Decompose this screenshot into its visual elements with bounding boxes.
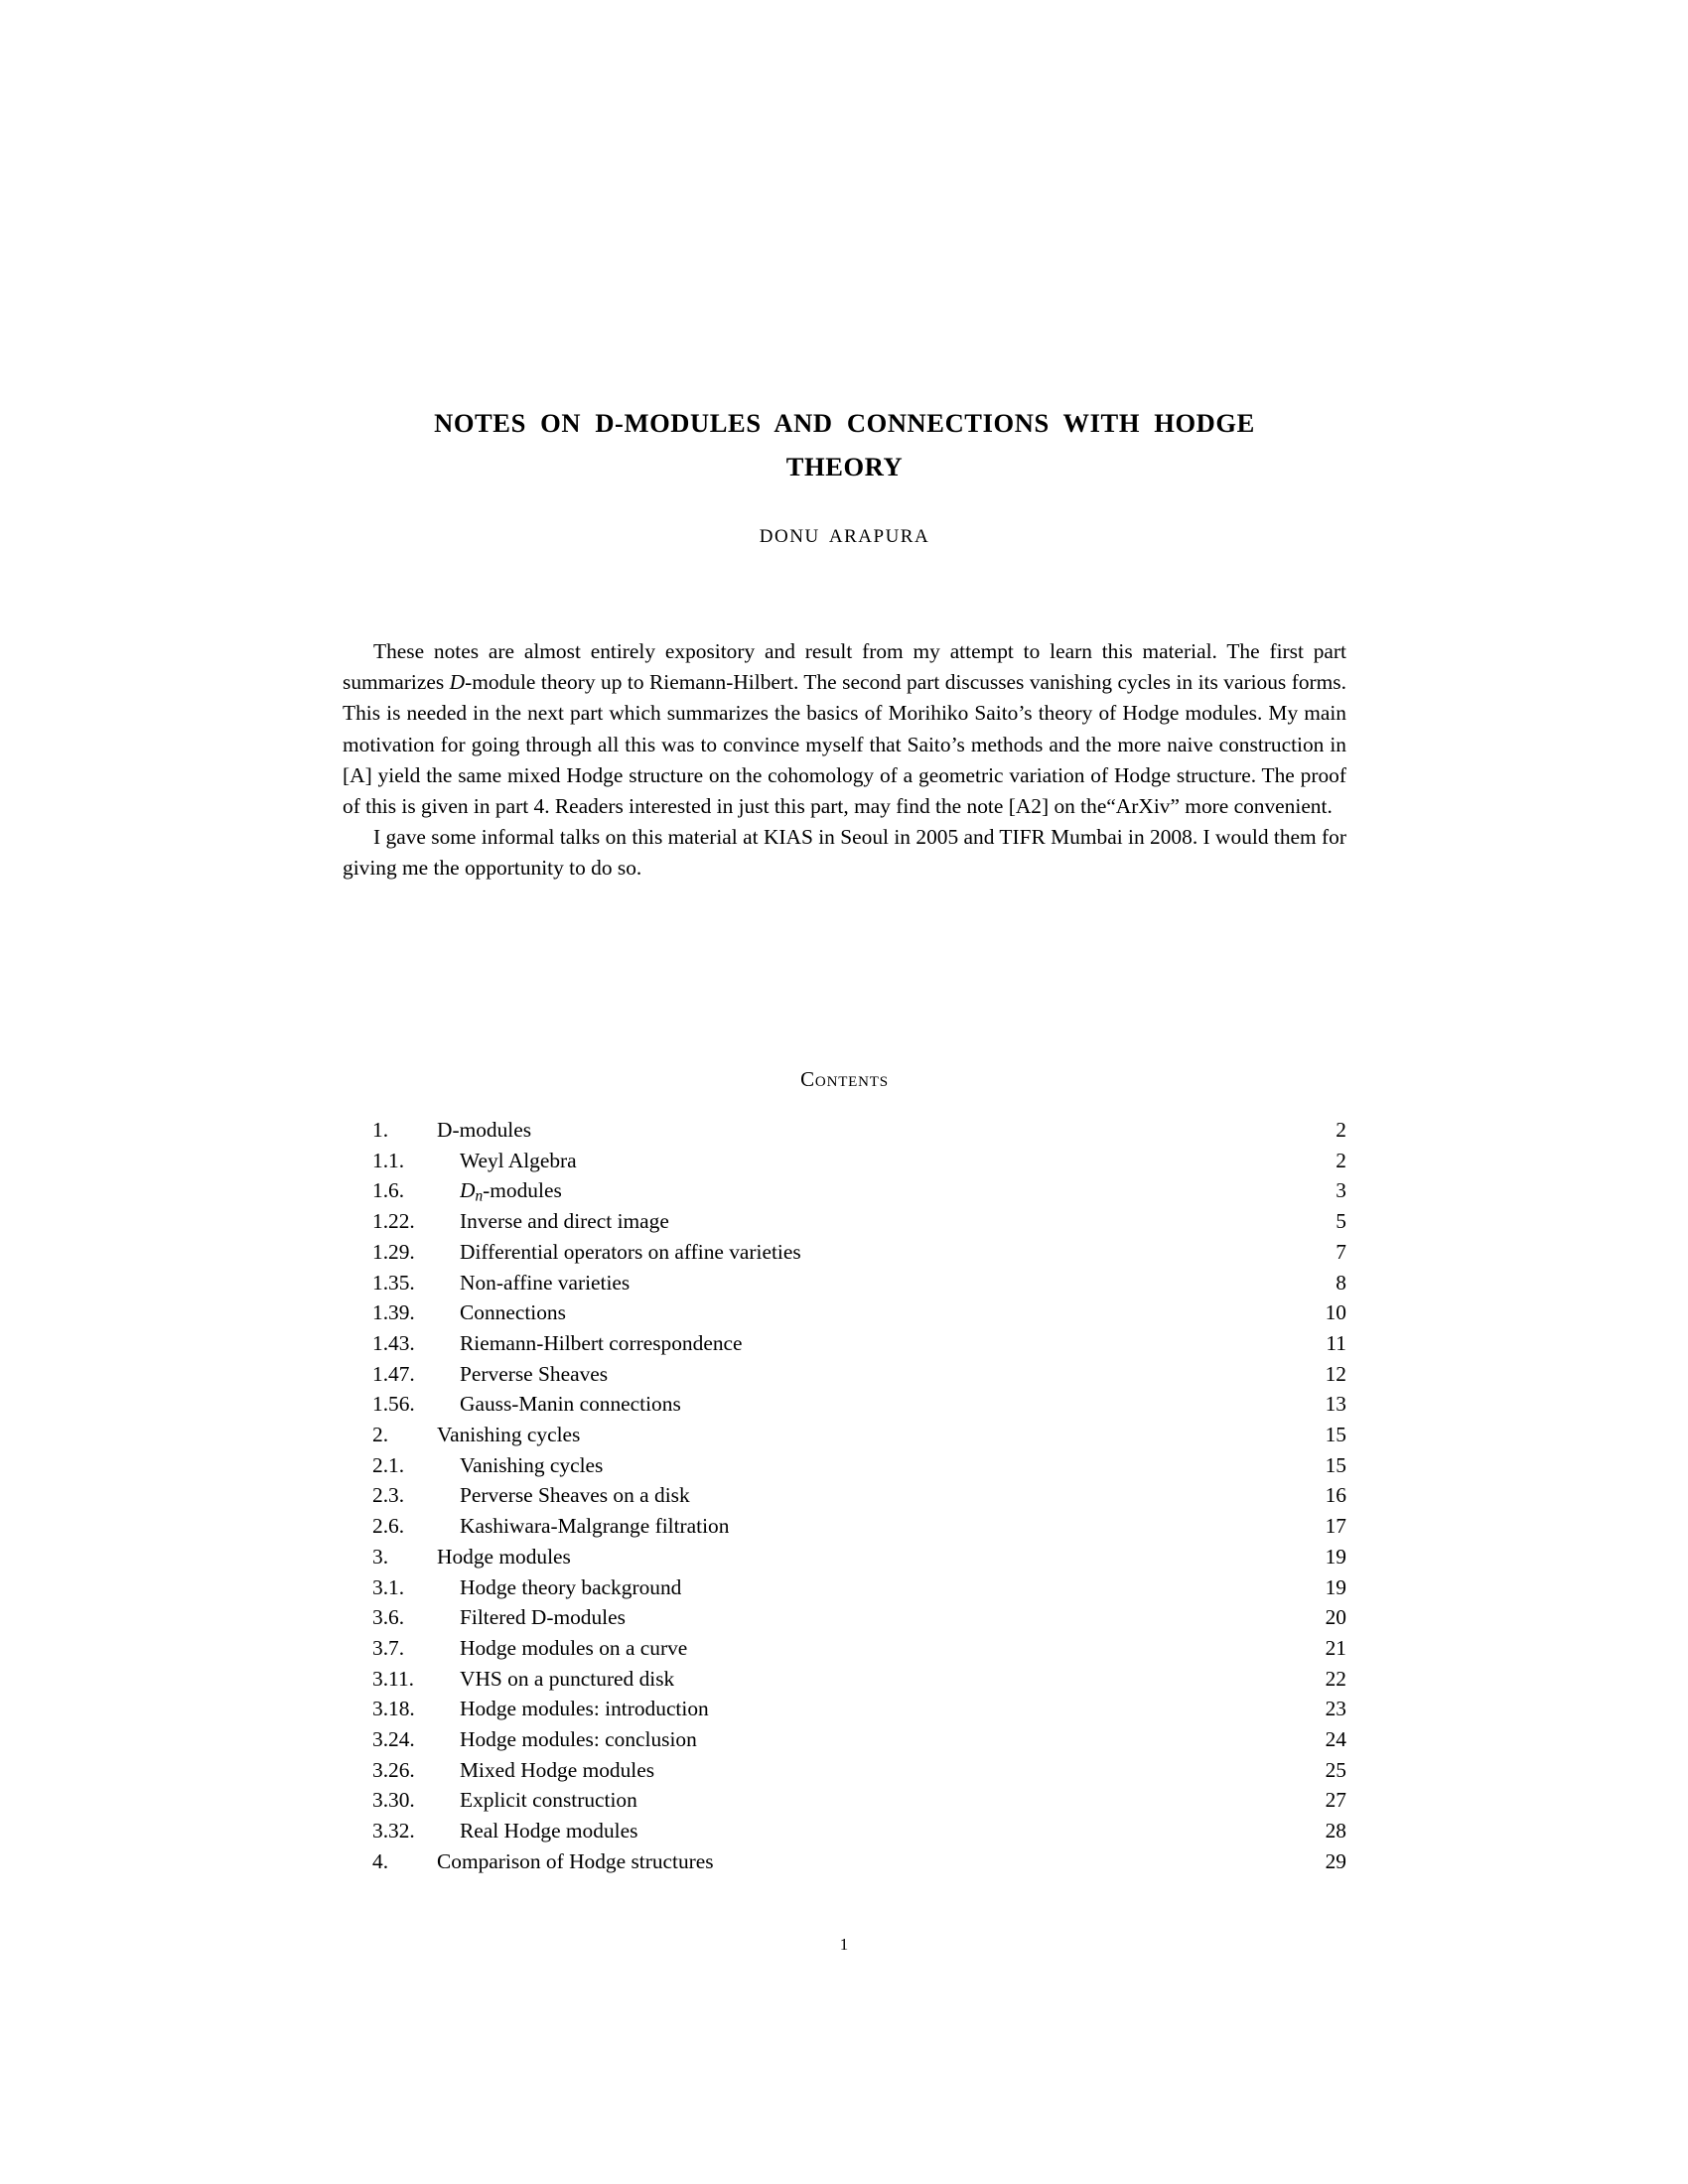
page-footer (0, 1934, 1688, 1956)
intro-paragraph-1-part-1: These notes are almost entirely expository and result from my attempt to learn this material. The first part summarizes (343, 639, 1346, 695)
toc-entry-title: Hodge modules (437, 1544, 571, 1569)
toc-entry-title: Perverse Sheaves (460, 1361, 609, 1386)
intro-paragraph-2: I gave some informal talks on this material at KIAS in Seoul in 2005 and TIFR Mumbai in 2008. I would them for giving me the opportunity to do so. (343, 825, 1346, 881)
toc-entry-number: 3.7. (372, 1635, 405, 1660)
toc-entry-page-number: 24 (1325, 1727, 1346, 1752)
toc-entry[interactable] (343, 1297, 1346, 1328)
toc-entry-number: 2.3. (372, 1483, 405, 1508)
toc-entry[interactable] (343, 1602, 1346, 1633)
toc-entry[interactable] (343, 1328, 1346, 1359)
toc-entry-page-number: 29 (1325, 1848, 1346, 1873)
toc-entry-title: Mixed Hodge modules (460, 1757, 655, 1782)
intro-section (343, 636, 1346, 885)
toc-entry-page-number: 12 (1325, 1361, 1346, 1386)
toc-entry[interactable] (343, 1542, 1346, 1572)
toc-entry-page-number: 13 (1325, 1392, 1346, 1417)
toc-entry[interactable] (343, 1724, 1346, 1755)
intro-paragraph-1-part-2: -module theory up to Riemann-Hilbert. The second part discusses vanishing cycles in its various forms. This is needed in the next part which summarizes the basics of Morihiko Saito’s theory of Hodge modules. My main motivation for going through all this was to convince myself that Saito’s methods and the more naive construction in [A] yield the same mixed Hodge structure on the cohomology of a geometric variation of Hodge structure. The proof of this is given in part 4. Readers interested in just this part, may find the note [A2] on the“ArXiv” more convenient. (343, 670, 1346, 819)
toc-entry-page-number: 8 (1336, 1270, 1346, 1295)
toc-entry-page-number: 27 (1325, 1788, 1346, 1813)
toc-entry[interactable] (343, 1633, 1346, 1664)
toc-entry-page-number: 22 (1325, 1666, 1346, 1691)
toc-entry-page-number: 10 (1325, 1300, 1346, 1325)
toc-entry-number: 3. (372, 1544, 389, 1569)
toc-entry-title: Vanishing cycles (460, 1452, 604, 1477)
toc-entry-title: Hodge modules on a curve (460, 1635, 688, 1660)
toc-entry[interactable] (343, 1664, 1346, 1695)
toc-entry-title (460, 1175, 562, 1206)
toc-entry-number: 3.26. (372, 1757, 415, 1782)
toc-entry-title: Explicit construction (460, 1788, 637, 1813)
toc-entry-title: Kashiwara-Malgrange filtration (460, 1514, 730, 1539)
toc-entry-title: Gauss-Manin connections (460, 1392, 681, 1417)
intro-paragraph-1-math-symbol: D (449, 670, 466, 695)
toc-entry-number: 3.18. (372, 1697, 415, 1721)
toc-entry-number: 1.35. (372, 1270, 415, 1295)
toc-entry[interactable] (343, 1816, 1346, 1846)
toc-entry-title: Comparison of Hodge structures (437, 1848, 714, 1873)
toc-entry[interactable] (343, 1480, 1346, 1511)
toc-entry-page-number: 5 (1336, 1209, 1346, 1234)
toc-entry-number: 4. (372, 1848, 389, 1873)
toc-entry-number: 3.11. (372, 1666, 414, 1691)
toc-entry-page-number: 2 (1336, 1148, 1346, 1172)
toc-entry-number: 1.47. (372, 1361, 415, 1386)
toc-entry-title: VHS on a punctured disk (460, 1666, 675, 1691)
toc-entry-page-number: 16 (1325, 1483, 1346, 1508)
toc-title-remainder: -modules (483, 1178, 562, 1203)
contents-heading: Contents (800, 1067, 889, 1091)
toc-entry-number: 1.29. (372, 1239, 415, 1264)
toc-entry-number: 3.1. (372, 1574, 405, 1599)
toc-entry[interactable] (343, 1206, 1346, 1237)
toc-entry-page-number: 19 (1325, 1574, 1346, 1599)
author-name: DONU ARAPURA (759, 526, 930, 547)
toc-entry-title: Real Hodge modules (460, 1819, 638, 1843)
toc-entry-page-number: 2 (1336, 1118, 1346, 1142)
toc-entry[interactable] (343, 1237, 1346, 1268)
title-line-2: THEORY (785, 452, 904, 481)
table-of-contents (343, 1115, 1346, 1877)
toc-entry-number: 1.39. (372, 1300, 415, 1325)
toc-entry-number: 2. (372, 1423, 389, 1447)
toc-entry-page-number: 11 (1326, 1330, 1346, 1355)
intro-paragraph-1 (343, 636, 1346, 822)
toc-entry-title: Riemann-Hilbert correspondence (460, 1330, 743, 1355)
toc-entry-number: 3.30. (372, 1788, 415, 1813)
toc-entry[interactable] (343, 1450, 1346, 1481)
toc-entry[interactable] (343, 1359, 1346, 1390)
contents-heading-block (343, 1065, 1346, 1093)
title-line-1: NOTES ON D-MODULES AND CONNECTIONS WITH HODGE (434, 408, 1255, 438)
toc-entry[interactable] (343, 1785, 1346, 1816)
toc-entry-number: 1.6. (372, 1178, 405, 1203)
toc-entry[interactable] (343, 1268, 1346, 1298)
toc-entry-page-number: 15 (1325, 1452, 1346, 1477)
toc-entry[interactable] (343, 1694, 1346, 1724)
toc-entry-number: 2.6. (372, 1514, 405, 1539)
toc-entry-page-number: 21 (1325, 1635, 1346, 1660)
toc-entry-page-number: 7 (1336, 1239, 1346, 1264)
toc-entry-page-number: 17 (1325, 1514, 1346, 1539)
toc-entry[interactable] (343, 1420, 1346, 1450)
toc-entry-page-number: 20 (1325, 1605, 1346, 1630)
toc-entry-title: Hodge theory background (460, 1574, 682, 1599)
toc-entry-number: 2.1. (372, 1452, 405, 1477)
toc-entry[interactable] (343, 1511, 1346, 1542)
toc-entry-title: Hodge modules: conclusion (460, 1727, 697, 1752)
toc-entry-page-number: 19 (1325, 1544, 1346, 1569)
toc-entry-number: 3.32. (372, 1819, 415, 1843)
toc-entry-number: 1.43. (372, 1330, 415, 1355)
toc-entry-number: 3.24. (372, 1727, 415, 1752)
toc-entry-title: D-modules (437, 1118, 532, 1142)
page-number: 1 (839, 1935, 849, 1954)
toc-title-math-subscript: n (475, 1187, 484, 1205)
page-title (343, 401, 1346, 488)
toc-entry-page-number: 23 (1325, 1697, 1346, 1721)
toc-entry-page-number: 25 (1325, 1757, 1346, 1782)
toc-entry-number: 1.22. (372, 1209, 415, 1234)
toc-entry-title: Hodge modules: introduction (460, 1697, 709, 1721)
toc-entry-title: Weyl Algebra (460, 1148, 577, 1172)
toc-entry-title: Filtered D-modules (460, 1605, 626, 1630)
toc-title-math-symbol: D (460, 1178, 476, 1203)
toc-entry[interactable] (343, 1755, 1346, 1786)
toc-entry-page-number: 15 (1325, 1423, 1346, 1447)
toc-entry[interactable] (343, 1846, 1346, 1877)
author-block (343, 524, 1346, 550)
toc-entry-number: 1. (372, 1118, 389, 1142)
toc-entry[interactable] (343, 1572, 1346, 1603)
toc-entry-title: Perverse Sheaves on a disk (460, 1483, 690, 1508)
toc-entry-title: Vanishing cycles (437, 1423, 581, 1447)
toc-entry-number: 3.6. (372, 1605, 405, 1630)
toc-entry-title: Connections (460, 1300, 566, 1325)
toc-entry-number: 1.56. (372, 1392, 415, 1417)
toc-entry[interactable] (343, 1146, 1346, 1176)
toc-entry[interactable] (343, 1389, 1346, 1420)
toc-entry-title: Non-affine varieties (460, 1270, 631, 1295)
toc-list (343, 1115, 1346, 1877)
toc-entry-title: Inverse and direct image (460, 1209, 669, 1234)
toc-entry-page-number: 3 (1336, 1178, 1346, 1203)
toc-entry-number: 1.1. (372, 1148, 405, 1172)
toc-entry-title: Differential operators on affine varieties (460, 1239, 801, 1264)
toc-entry[interactable] (343, 1115, 1346, 1146)
toc-entry-page-number: 28 (1325, 1819, 1346, 1843)
toc-entry[interactable] (343, 1175, 1346, 1206)
